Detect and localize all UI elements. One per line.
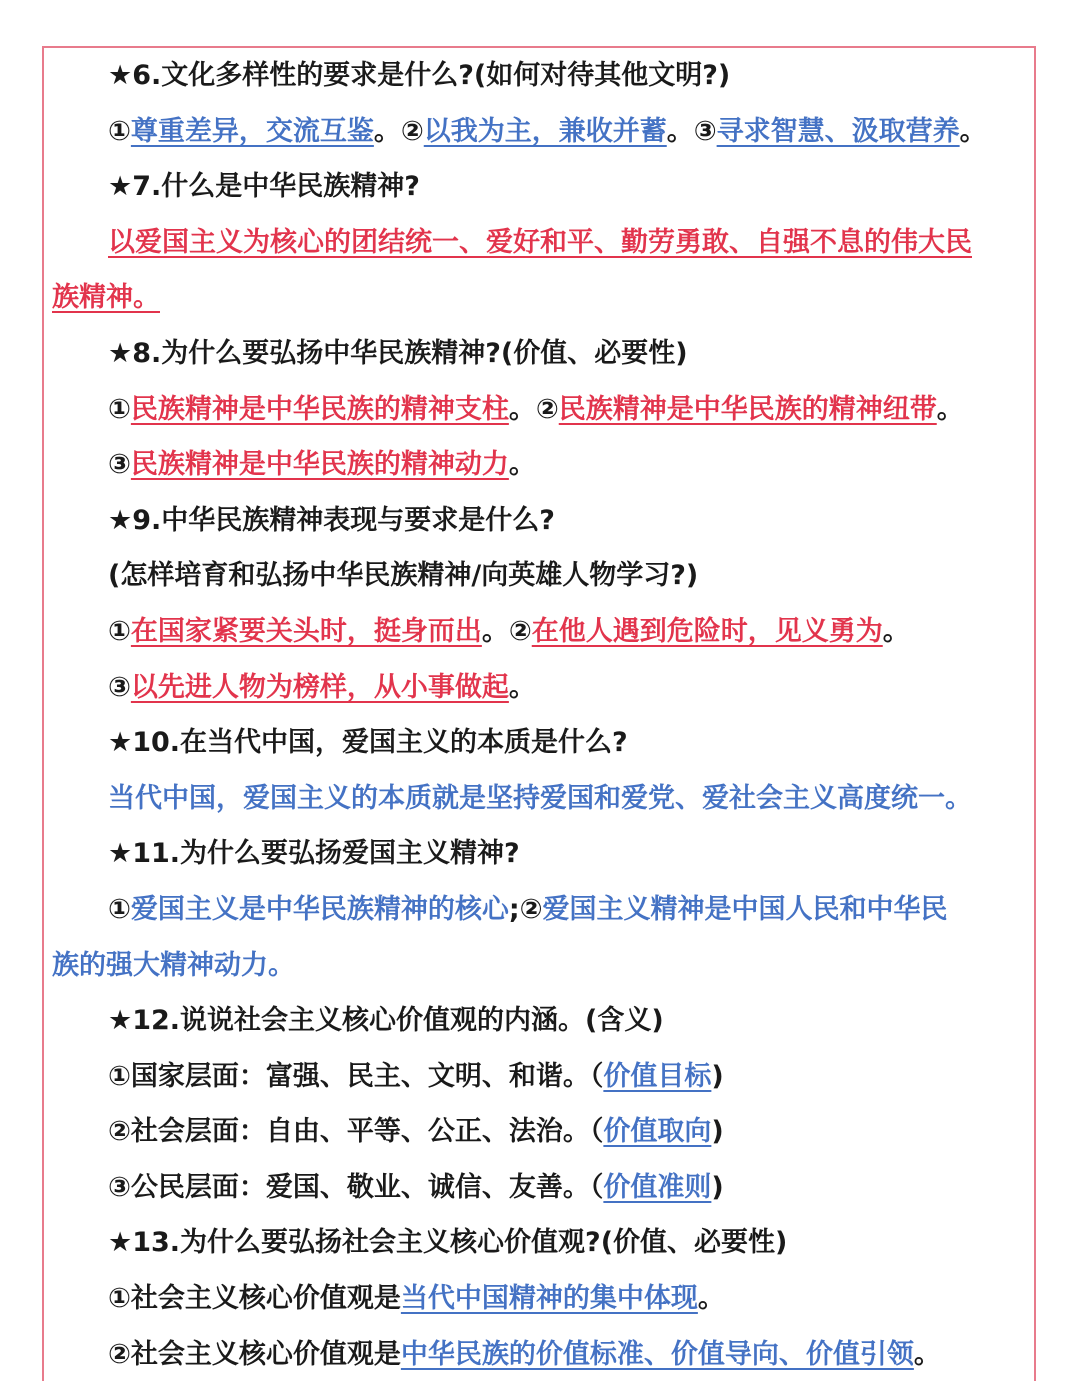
q9-answer-row2 xyxy=(0,660,1080,716)
q12-row3-tag: 价值准则 xyxy=(603,1171,712,1203)
q8-answer-2: 民族精神是中华民族的精神纽带 xyxy=(558,393,937,425)
q13-title: ★13.为什么要弘扬社会主义核心价值观?(价值、必要性) xyxy=(108,1227,788,1259)
q13-row1-answer: 当代中国精神的集中体现 xyxy=(400,1283,698,1315)
q12-row1-end: ) xyxy=(711,1060,724,1092)
q12-row1-text: ①国家层面：富强、民主、文明、和谐。（ xyxy=(108,1060,604,1092)
q9-answer-1: 在国家紧要关头时，挺身而出 xyxy=(130,615,482,647)
q8-answer-row2 xyxy=(0,437,1080,493)
q7-answer-line1 xyxy=(0,215,1080,271)
q11-answer-2-part2: 族的强大精神动力。 xyxy=(52,949,295,981)
q12-row2-end: ) xyxy=(711,1116,724,1148)
q12-row-social xyxy=(0,1104,1080,1160)
q9-num1: ① xyxy=(108,615,131,647)
q6-answer-3: 寻求智慧、汲取营养 xyxy=(716,115,960,147)
q10-title: ★10.在当代中国，爱国主义的本质是什么? xyxy=(108,727,628,759)
q11-answer-1: 爱国主义是中华民族精神的核心 xyxy=(130,893,509,925)
q12-row3-end: ) xyxy=(711,1171,724,1203)
q8-sep2: 。 xyxy=(936,393,964,425)
q6-answer-1: 尊重差异，交流互鉴 xyxy=(130,115,374,147)
q7-title: ★7.什么是中华民族精神? xyxy=(108,171,420,203)
q8-answer-3: 民族精神是中华民族的精神动力 xyxy=(130,449,509,481)
q12-row1-tag: 价值目标 xyxy=(603,1060,712,1092)
q13-row1 xyxy=(0,1271,1080,1327)
q8-sep3: 。 xyxy=(508,449,536,481)
q6-sep1: 。② xyxy=(373,115,424,147)
q9-sep2: 。 xyxy=(882,615,910,647)
q6-sep2: 。③ xyxy=(666,115,717,147)
q8-answer-row1 xyxy=(0,382,1080,438)
q9-subtitle: (怎样培育和弘扬中华民族精神/向英雄人物学习?) xyxy=(108,560,699,592)
q13-row1-end: 。 xyxy=(697,1283,725,1315)
q6-answer xyxy=(0,104,1080,160)
q6-num1: ① xyxy=(108,115,131,147)
q13-row2 xyxy=(0,1327,1080,1381)
q9-answer-2: 在他人遇到危险时，见义勇为 xyxy=(531,615,883,647)
q8-sep1: 。② xyxy=(508,393,559,425)
q6-sep3: 。 xyxy=(959,115,987,147)
q8-num3: ③ xyxy=(108,449,131,481)
q6-title: ★6.文化多样性的要求是什么?(如何对待其他文明?) xyxy=(108,60,731,91)
q13-row1-text: ①社会主义核心价值观是 xyxy=(108,1283,401,1315)
q11-answer-2-part1: 爱国主义精神是中国人民和中华民 xyxy=(542,893,948,925)
q9-num3: ③ xyxy=(108,671,131,703)
q12-row3-text: ③公民层面：爱国、敬业、诚信、友善。（ xyxy=(108,1171,604,1203)
q12-row-national xyxy=(0,1049,1080,1105)
q12-row-citizen xyxy=(0,1160,1080,1216)
q6-answer-2: 以我为主，兼收并蓄 xyxy=(423,115,667,147)
q13-row2-end: 。 xyxy=(913,1338,941,1370)
q8-answer-1: 民族精神是中华民族的精神支柱 xyxy=(130,393,509,425)
q8-title: ★8.为什么要弘扬中华民族精神?(价值、必要性) xyxy=(108,337,688,369)
q7-answer-part2: 族精神。 xyxy=(52,282,160,314)
q9-answer-row1 xyxy=(0,604,1080,660)
notes-content xyxy=(0,48,1080,1381)
q9-answer-3: 以先进人物为榜样，从小事做起 xyxy=(130,671,509,703)
q9-sep3: 。 xyxy=(508,671,536,703)
q9-sep1: 。② xyxy=(481,615,532,647)
q7-answer-line2 xyxy=(0,270,1080,326)
q12-row2-tag: 价值取向 xyxy=(603,1116,712,1148)
q13-row2-text: ②社会主义核心价值观是 xyxy=(108,1338,401,1370)
q10-answer-row xyxy=(0,771,1080,827)
q7-answer-part1: 以爱国主义为核心的团结统一、爱好和平、勤劳勇敢、自强不息的伟大民 xyxy=(108,226,972,258)
q9-title: ★9.中华民族精神表现与要求是什么? xyxy=(108,504,555,536)
q12-title: ★12.说说社会主义核心价值观的内涵。(含义) xyxy=(108,1005,664,1037)
q11-title: ★11.为什么要弘扬爱国主义精神? xyxy=(108,838,520,870)
q11-answer-row2 xyxy=(0,938,1080,994)
q12-row2-text: ②社会层面：自由、平等、公正、法治。（ xyxy=(108,1116,604,1148)
q11-answer-row1 xyxy=(0,882,1080,938)
q13-row2-answer: 中华民族的价值标准、价值导向、价值引领 xyxy=(400,1338,914,1370)
q8-num1: ① xyxy=(108,393,131,425)
q10-answer: 当代中国，爱国主义的本质就是坚持爱国和爱党、爱社会主义高度统一。 xyxy=(108,782,972,814)
q11-num1: ① xyxy=(108,893,131,925)
q11-sep1: ;② xyxy=(508,893,543,925)
